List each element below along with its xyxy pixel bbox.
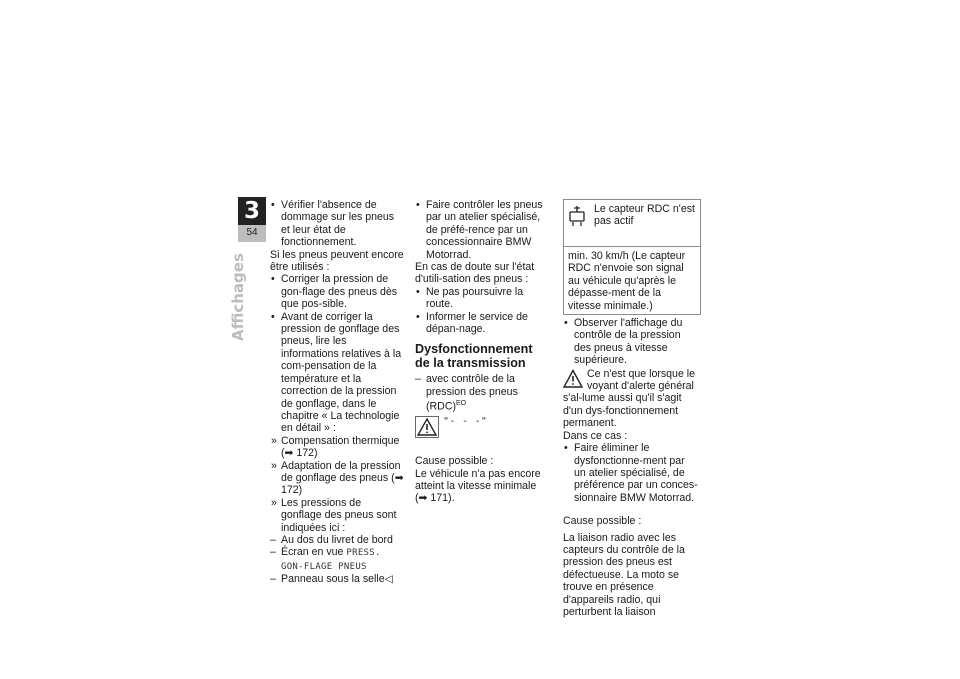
bullet-fix-malfunction: • Faire éliminer le dysfonctionne-ment par un atelier spécialisé, de préférence par un conces-sionnaire BMW Motorrad. [563,442,699,504]
sensor-inactive-text: Le capteur RDC n'est pas actif [594,203,695,228]
link-page-172-b[interactable]: 172) [281,484,303,497]
warning-note-text: Ce n'est que lorsque le voyant d'alerte général s'al-lume aussi qu'il s'agit d'un dys-fonctionnement permanent. [563,367,696,430]
chapter-number: 3 [238,197,266,225]
paragraph-if-usable: Si les pneus peuvent encore être utilisés : [270,248,404,274]
dash-with-rdc: – avec contrôle de la pression des pneus (RDC)$^{EO}$ [415,373,549,413]
info-table-body: min. 30 km/h (Le capteur RDC n'envoie son signal au véhicule qu'après le dépasse-ment de la vitesse minimale.) [568,250,686,312]
bullet-stop-riding: • Ne pas poursuivre la route. [415,286,549,311]
paragraph-possible-cause: Cause possible : [415,455,494,468]
option-superscript: EO [456,400,467,408]
dash-seat-panel: – Panneau sous la selle◁ [270,573,404,585]
display-dashes: "- - -" [443,416,488,428]
warning-display-row [415,416,549,438]
arrow-icon: ➡ [394,471,404,484]
link-page-171[interactable]: 171). [430,492,455,505]
dash-logbook: – Au dos du livret de bord [270,534,404,546]
bullet-have-checked: • Faire contrôler les pneus par un atelier spécialisé, de préfé-rence par un concessionnaire BMW Motorrad. [415,199,549,261]
paragraph-radio-link: La liaison radio avec les capteurs du contrôle de la pression des pneus est défectueuse. La moto se trouve en présence d'appareils radio, qui perturbent la liaison [563,531,685,618]
dash-screen-view: – Écran en vue PRESS. GON-FLAGE PNEUS [270,546,404,573]
ref-thermal-compensation: » Compensation thermique (➡ 172) [270,435,404,460]
bullet-correct-pressure: • Corriger la pression de gon-flage des pneus dès que pos-sible. [270,273,404,310]
ref-pressures-indicated: » Les pressions de gonflage des pneus sont indiquées ici : [270,497,404,534]
bullet-inform-service: • Informer le service de dépan-nage. [415,311,549,336]
column-1 [270,199,404,586]
warning-note [563,368,699,430]
chapter-tab [238,197,266,242]
arrow-icon: ➡ [284,447,294,460]
column-2 [415,199,549,505]
ref-pressure-adaptation: » Adaptation de la pression de gonflage des pneus (➡ 172) [270,460,404,497]
bullet-check-damage: • Vérifier l'absence de dommage sur les pneus et leur état de fonctionnement. [270,199,404,249]
link-page-172[interactable]: 172) [296,447,318,460]
page-number: 54 [238,225,266,242]
info-table-header [564,200,700,247]
paragraph-min-speed: Le véhicule n'a pas encore atteint la vitesse minimale (➡ 171). [415,467,541,505]
column-3 [563,199,699,618]
chapter-title: Affichages [229,253,247,341]
warning-triangle-icon [415,416,439,438]
arrow-icon: ➡ [418,492,428,505]
paragraph-if-doubt: En cas de doute sur l'état d'utili-sation des pneus : [415,261,535,286]
section-heading: Dysfonctionnement de la transmission [415,342,533,371]
bullet-observe-display: • Observer l'affichage du contrôle de la pression des pneus à vitesse supérieure. [563,317,699,367]
bullet-read-info: • Avant de corriger la pression de gonflage des pneus, lire les informations relatives à la com-pensation de la température et la correction de la pression de gonflage, dans le chapitre « La technologie en détail » : [270,311,404,435]
paragraph-in-this-case: Dans ce cas : [563,429,628,442]
warning-triangle-icon [563,369,583,389]
paragraph-possible-cause-2: Cause possible : [563,515,642,528]
tire-pressure-sensor-icon [568,205,586,227]
display-text-press-gonflage: PRESS. GON-FLAGE PNEUS [281,548,381,572]
info-table [563,199,701,315]
